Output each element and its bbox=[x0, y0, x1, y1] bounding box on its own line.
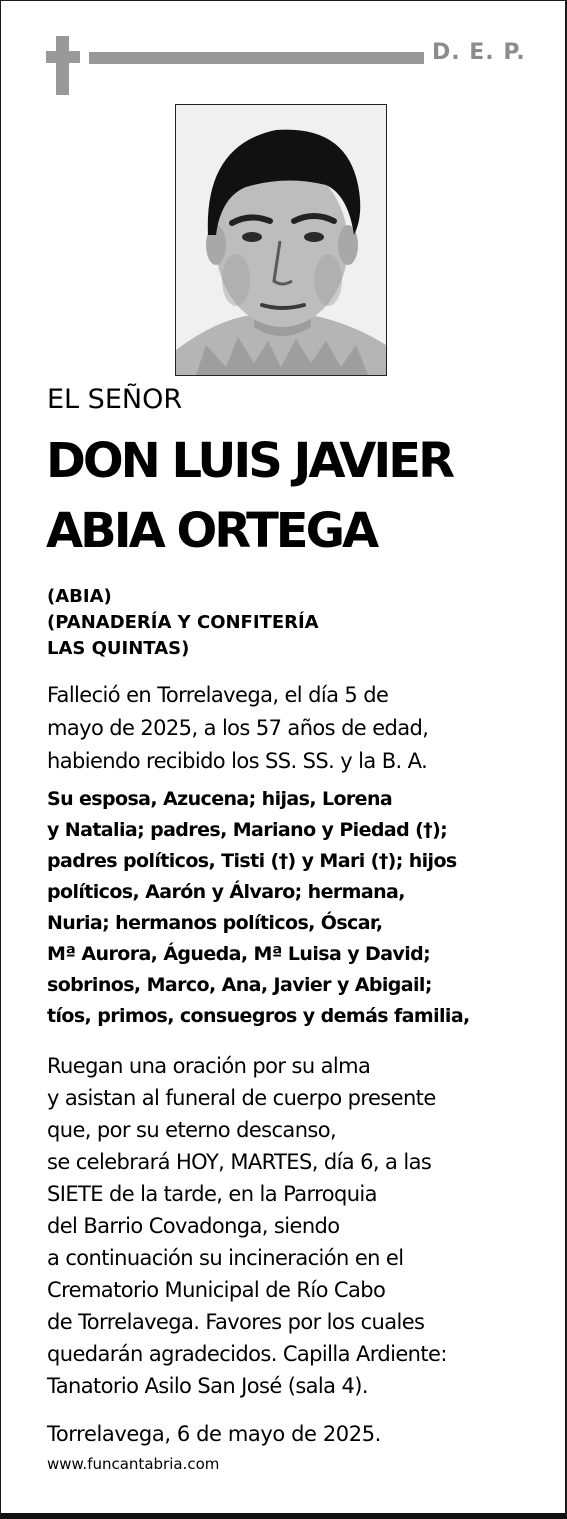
funeral-line: se celebrará HOY, MARTES, día 6, a las bbox=[47, 1150, 432, 1174]
funeral-line: a continuación su incineración en el bbox=[47, 1246, 404, 1270]
alias-block bbox=[47, 584, 319, 662]
funeral-line: del Barrio Covadonga, siendo bbox=[47, 1214, 340, 1238]
family-line: políticos, Aarón y Álvaro; hermana, bbox=[47, 881, 405, 903]
deceased-name bbox=[46, 426, 452, 566]
family-line: padres políticos, Tisti (†) y Mari (†); hijos bbox=[47, 850, 457, 872]
family-line: y Natalia; padres, Mariano y Piedad (†); bbox=[47, 819, 448, 841]
header-rule bbox=[89, 52, 424, 64]
alias-line: (ABIA) bbox=[47, 586, 112, 607]
family-line: sobrinos, Marco, Ana, Javier y Abigail; bbox=[47, 974, 432, 996]
death-line: mayo de 2025, a los 57 años de edad, bbox=[47, 716, 429, 740]
family-line: tíos, primos, consuegros y demás familia, bbox=[47, 1005, 470, 1027]
funeral-line: que, por su eterno descanso, bbox=[47, 1118, 337, 1142]
family-line: Su esposa, Azucena; hijas, Lorena bbox=[47, 788, 393, 810]
portrait-photo bbox=[175, 104, 387, 376]
family-list bbox=[47, 784, 470, 1032]
funeral-line: y asistan al funeral de cuerpo presente bbox=[47, 1086, 436, 1110]
cross-horizontal-bar bbox=[46, 51, 80, 63]
funeral-line: Crematorio Municipal de Río Cabo bbox=[47, 1278, 386, 1302]
cross-vertical-bar bbox=[56, 36, 69, 95]
funeral-details bbox=[47, 1050, 447, 1402]
dateline: Torrelavega, 6 de mayo de 2025. bbox=[47, 1422, 381, 1446]
portrait-image bbox=[176, 105, 386, 375]
funeral-line: SIETE de la tarde, en la Parroquia bbox=[47, 1182, 377, 1206]
funeral-line: quedarán agradecidos. Capilla Ardiente: bbox=[47, 1342, 447, 1366]
funeral-line: de Torrelavega. Favores por los cuales bbox=[47, 1310, 425, 1334]
website-link[interactable]: www.funcantabria.com bbox=[47, 1455, 220, 1473]
name-line-2: ABIA ORTEGA bbox=[46, 503, 377, 559]
funeral-line: Ruegan una oración por su alma bbox=[47, 1054, 371, 1078]
alias-line: (PANADERÍA Y CONFITERÍA bbox=[47, 612, 319, 633]
death-line: Falleció en Torrelavega, el día 5 de bbox=[47, 683, 389, 707]
death-notice bbox=[47, 679, 428, 778]
name-line-1: DON LUIS JAVIER bbox=[46, 433, 453, 489]
alias-line: LAS QUINTAS) bbox=[47, 638, 190, 659]
death-line: habiendo recibido los SS. SS. y la B. A. bbox=[47, 749, 428, 773]
honorific: EL SEÑOR bbox=[47, 384, 183, 415]
family-line: Nuria; hermanos políticos, Óscar, bbox=[47, 912, 383, 934]
family-line: Mª Aurora, Águeda, Mª Luisa y David; bbox=[47, 943, 431, 965]
dep-label: D. E. P. bbox=[432, 40, 526, 65]
funeral-line: Tanatorio Asilo San José (sala 4). bbox=[47, 1374, 368, 1398]
